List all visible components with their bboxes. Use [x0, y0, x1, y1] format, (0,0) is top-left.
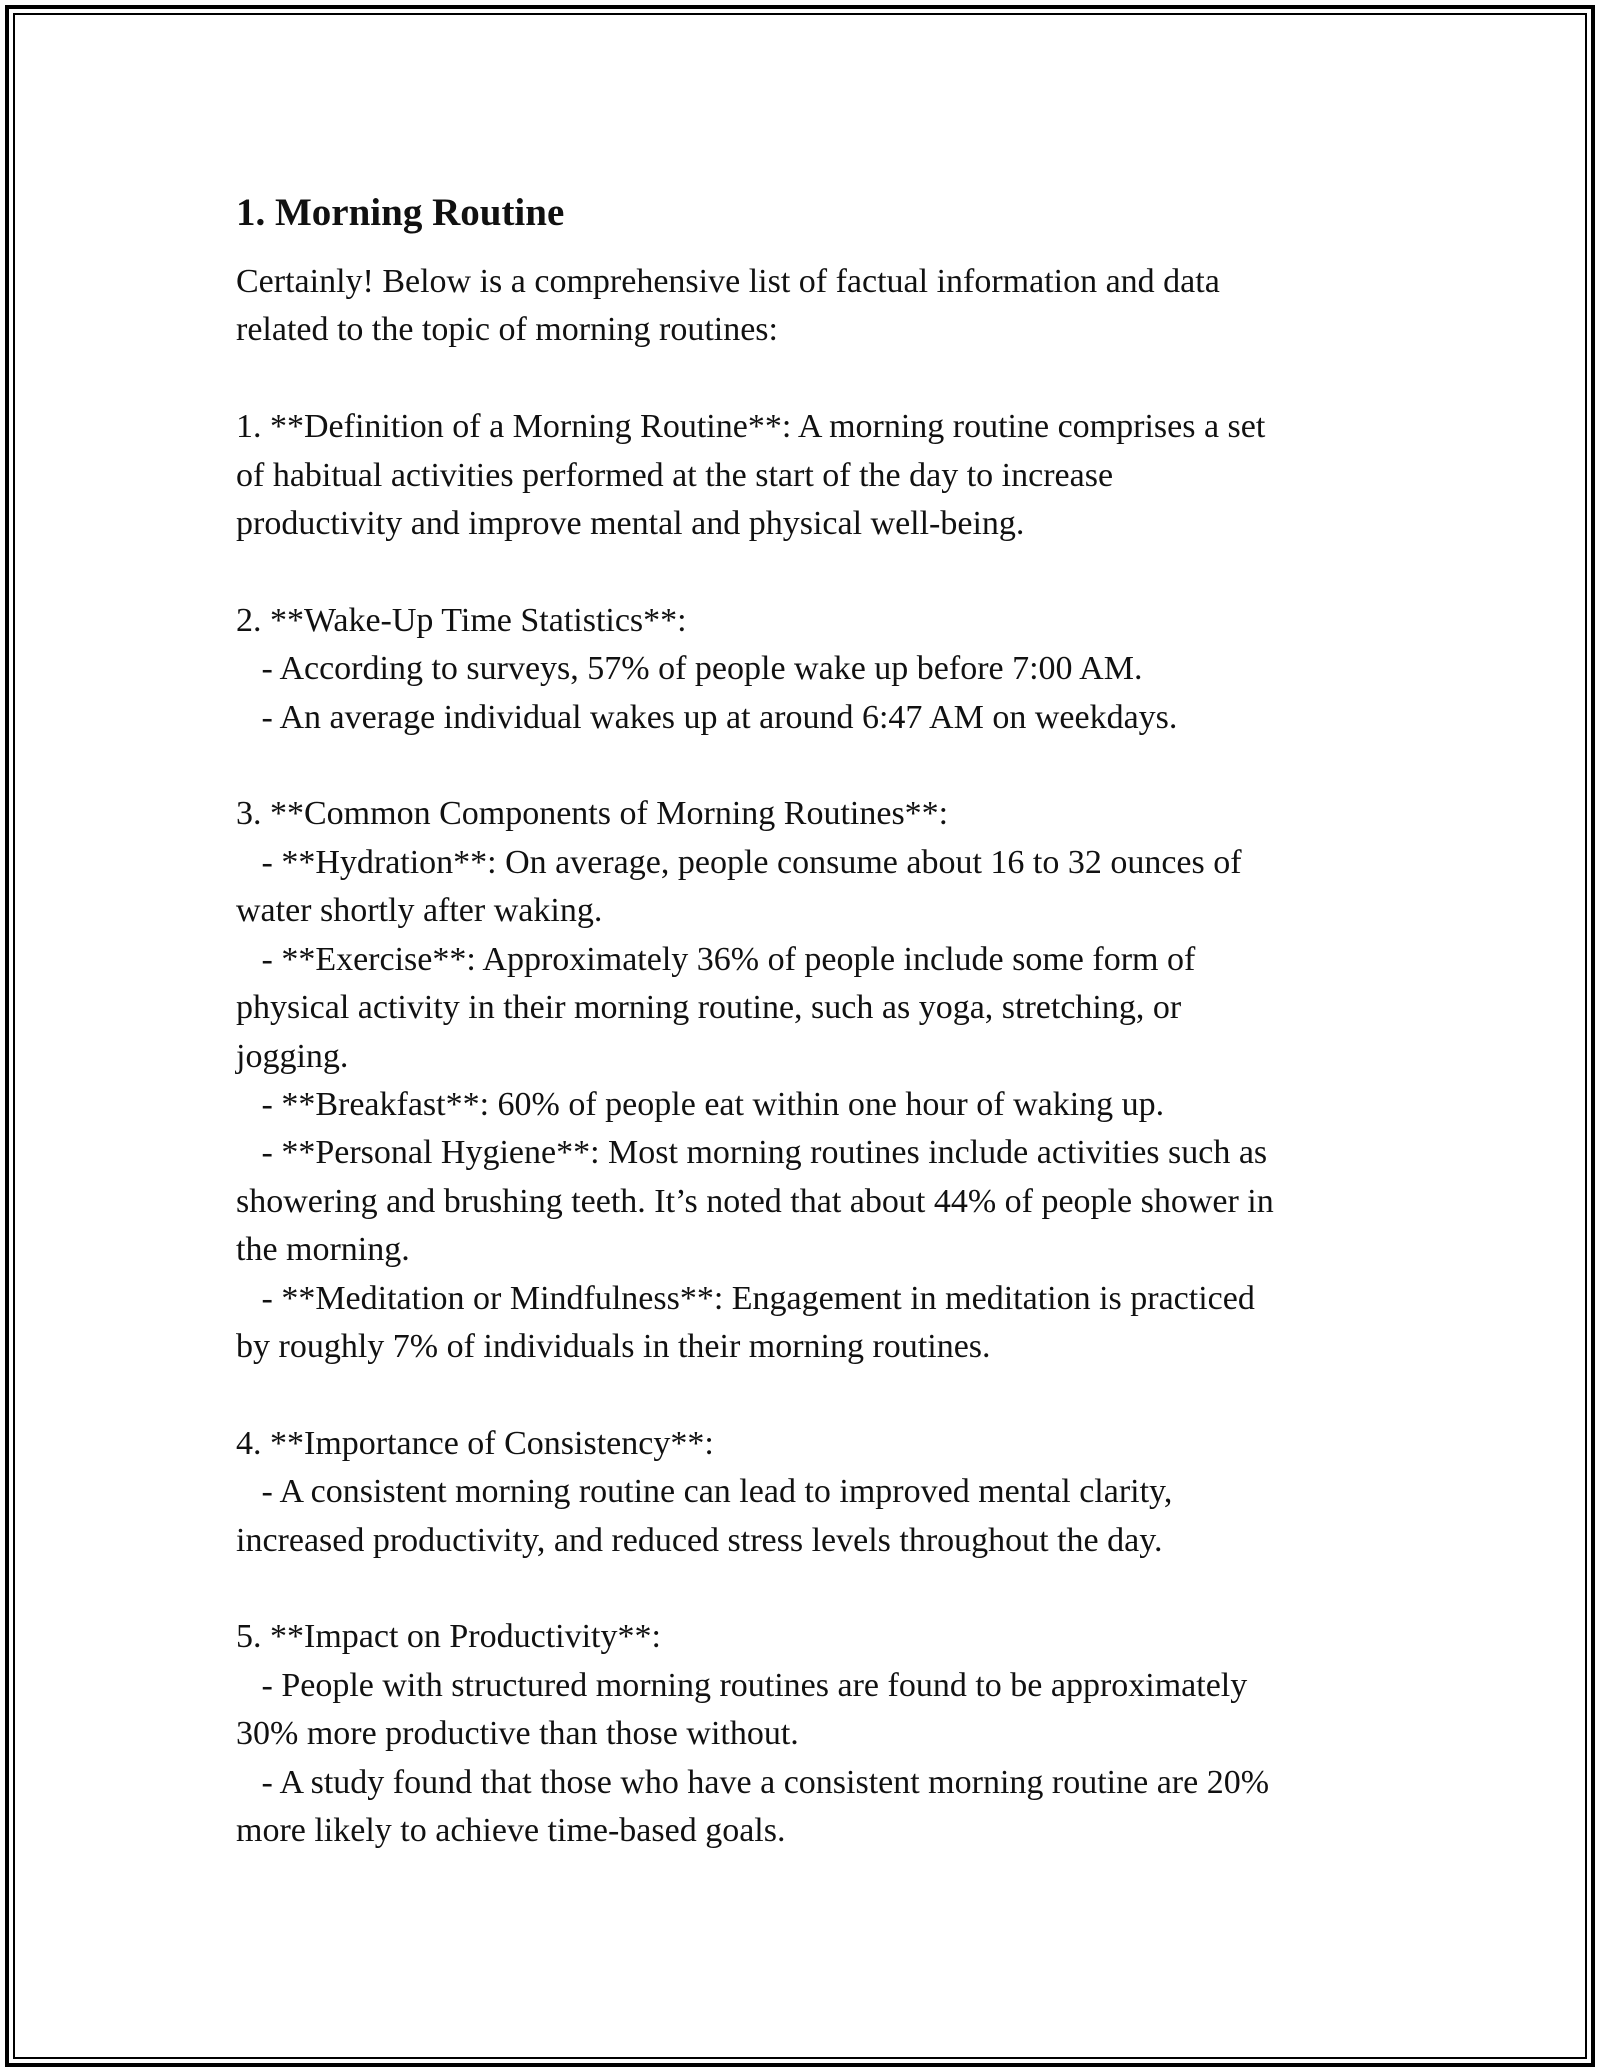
document-body: Certainly! Below is a comprehensive list of factual information and data related to the topic of morning routines: 1. **Definition of a Morning Routine**: A morning routine comprises a set of habitual activities performed at the start of the day to increase productivity and improve mental and physical well-being. 2. **Wake-Up Time Statistics**: - According to surveys, 57% of people wake up before 7:00 AM. - An average individual wakes up at around 6:47 AM on weekdays. 3. **Common Components of Morning Routines**: - **Hydration**: On average, people consume about 16 to 32 ounces of water shortly after waking. - **Exercise**: Approximately 36% of people include some form of physical activity in their morning routine, such as yoga, stretching, or jogging. - **Breakfast**: 60% of people eat within one hour of waking up. - **Personal Hygiene**: Most morning routines include activities such as showering and brushing teeth. It’s noted that about 44% of people shower in the morning. - **Meditation or Mindfulness**: Engagement in meditation is practiced by roughly 7% of individuals in their morning routines. 4. **Importance of Consistency**: - A consistent morning routine can lead to improved mental clarity, increased productivity, and reduced stress levels throughout the day. 5. **Impact on Productivity**: - People with structured morning routines are found to be approximately 30% more productive than those without. - A study found that those who have a consistent morning routine are 20% more likely to achieve time-based goals. — [236, 263, 1274, 1849]
document-heading: 1. Morning Routine — [236, 191, 565, 234]
document-content — [236, 180, 1386, 1855]
